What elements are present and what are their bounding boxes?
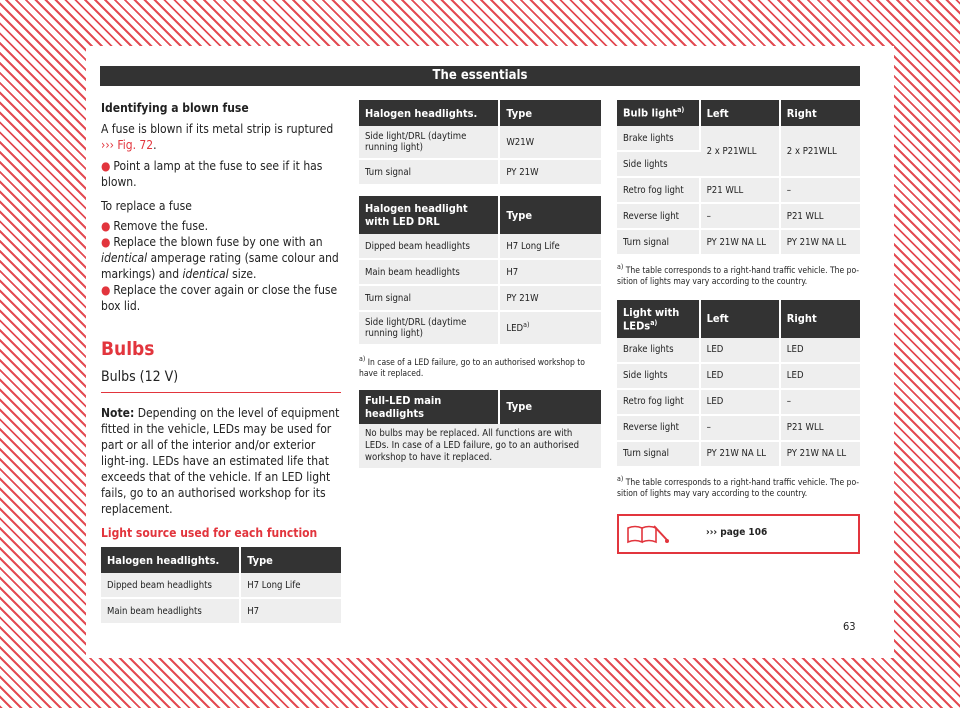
- table-row: Main beam headlights H7: [359, 259, 601, 285]
- book-icon: [625, 522, 671, 546]
- full-led-table: [359, 390, 601, 470]
- column-header: Type: [499, 100, 601, 126]
- column-2: [359, 100, 601, 470]
- footnote: $^{a)}$ The table corresponds to a right-hand traffic vehicle. The po-sition of lights may vary according to the country.: [617, 474, 860, 499]
- blown-fuse-heading: Identifying a blown fuse: [101, 101, 249, 115]
- table-row: Main beam headlights H7: [101, 598, 341, 624]
- table-row: Side light/DRL (daytime running light) W21W: [359, 126, 601, 159]
- table-caption: Light source used for each function: [101, 526, 318, 540]
- column-header: Right: [780, 100, 860, 126]
- column-header: Bulb light$^{a)}$: [617, 100, 700, 126]
- halogen-table-1: [101, 547, 341, 625]
- column-3: [617, 100, 860, 554]
- bullet-icon: ●: [101, 235, 111, 249]
- table-row: Side light/DRL (daytime running light) LED$^{a)}$: [359, 311, 601, 345]
- table-row: Reverse light – P21 WLL: [617, 415, 860, 441]
- blown-fuse-text: A fuse is blown if its metal strip is ruptured ››› Fig. 72.: [101, 122, 334, 152]
- bullet-item: ● Point a lamp at the fuse to see if it has blown.: [101, 159, 323, 189]
- table-row: Side lights: [617, 151, 860, 177]
- table-row: Side lights LED LED: [617, 363, 860, 389]
- halogen-led-drl-table: [359, 196, 601, 346]
- table-row: Retro fog light LED –: [617, 389, 860, 415]
- column-header: Type: [499, 390, 601, 424]
- table-row: No bulbs may be replaced. All functions are with LEDs. In case of a LED failure, go to an authorised workshop to have it replaced.: [359, 424, 601, 469]
- table-row: Turn signal PY 21W NA LL PY 21W NA LL: [617, 441, 860, 467]
- bulbs-title: Bulbs: [101, 338, 155, 360]
- table-row: Brake lights LED LED: [617, 338, 860, 363]
- bulb-light-table: [617, 100, 860, 256]
- table-row: Turn signal PY 21W: [359, 285, 601, 311]
- table-row: Turn signal PY 21W NA LL PY 21W NA LL: [617, 229, 860, 255]
- column-header: Left: [700, 300, 780, 338]
- table-row: Retro fog light P21 WLL –: [617, 177, 860, 203]
- column-header: Type: [499, 196, 601, 234]
- bullet-icon: ●: [101, 159, 111, 173]
- fig-link[interactable]: ››› Fig. 72: [101, 138, 154, 152]
- column-header: Light with LEDs$^{a)}$: [617, 300, 700, 338]
- replace-heading: To replace a fuse: [101, 199, 192, 213]
- column-header: Halogen headlights.: [101, 547, 240, 573]
- page-reference-link[interactable]: ››› page 106: [706, 526, 768, 538]
- table-row: Dipped beam headlights H7 Long Life: [359, 234, 601, 259]
- table-row: Reverse light – P21 WLL: [617, 203, 860, 229]
- column-header: Left: [700, 100, 780, 126]
- led-light-table: [617, 300, 860, 468]
- bullet-icon: ●: [101, 219, 111, 233]
- column-header: Halogen headlight with LED DRL: [359, 196, 499, 234]
- step-1: ● Remove the fuse.: [101, 219, 209, 233]
- halogen-table-2: [359, 100, 601, 186]
- column-header: Type: [240, 547, 341, 573]
- bullet-icon: ●: [101, 283, 111, 297]
- column-header: Right: [780, 300, 860, 338]
- column-header: Full-LED main headlights: [359, 390, 499, 424]
- table-row: Brake lights 2 x P21WLL 2 x P21WLL: [617, 126, 860, 151]
- section-header: The essentials: [100, 66, 860, 86]
- step-2: ● Replace the blown fuse by one with an identical amperage rating (same colour and markings) and identical size.: [101, 235, 339, 281]
- page-number: 63: [843, 620, 856, 633]
- footnote: $^{a)}$ In case of a LED failure, go to an authorised workshop to have it replaced.: [359, 355, 585, 379]
- footnote: $^{a)}$ The table corresponds to a right-hand traffic vehicle. The po-sition of lights may vary according to the country.: [617, 263, 860, 287]
- table-row: Turn signal PY 21W: [359, 159, 601, 185]
- step-3: ● Replace the cover again or close the fuse box lid.: [101, 283, 338, 313]
- table-row: Dipped beam headlights H7 Long Life: [101, 573, 341, 598]
- note-paragraph: Note: Depending on the level of equipment fitted in the vehicle, LEDs may be used for part or all of the interior and/or exterior light-ing. LEDs have an estimated life that exceeds that of the vehicle. If an LED light fails, go to an authorised workshop for its replacement.: [101, 406, 340, 516]
- bulbs-subtitle: Bulbs (12 V): [101, 368, 341, 393]
- column-1: [101, 100, 341, 625]
- page-reference-box[interactable]: [617, 514, 860, 554]
- column-header: Halogen headlights.: [359, 100, 499, 126]
